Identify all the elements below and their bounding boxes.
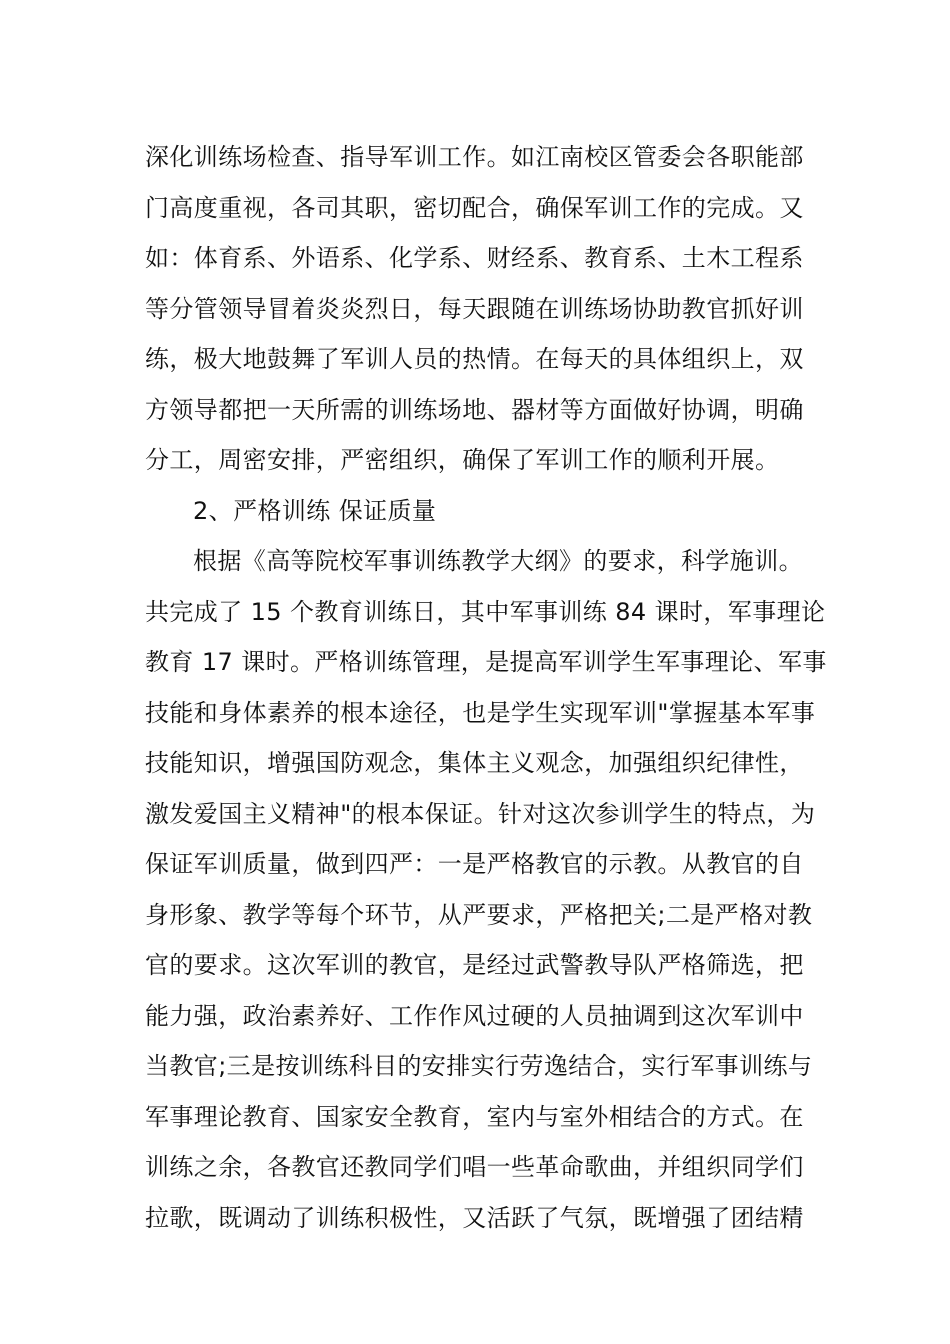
text-line: 训练之余，各教官还教同学们唱一些革命歌曲，并组织同学们 <box>145 1153 804 1181</box>
text-line: 激发爱国主义精神"的根本保证。针对这次参训学生的特点，为 <box>145 799 816 828</box>
text-line: 官的要求。这次军训的教官，是经过武警教导队严格筛选，把 <box>145 951 804 979</box>
text-line: 练，极大地鼓舞了军训人员的热情。在每天的具体组织上，双 <box>145 345 804 373</box>
text-line: 拉歌，既调动了训练积极性，又活跃了气氛，既增强了团结精 <box>145 1203 804 1232</box>
text-line: 保证军训质量，做到四严：一是严格教官的示教。从教官的自 <box>145 850 804 878</box>
text-line: 深化训练场检查、指导军训工作。如江南校区管委会各职能部 <box>145 143 804 171</box>
text-line: 分工，周密安排，严密组织，确保了军训工作的顺利开展。 <box>145 446 780 474</box>
text-line: 共完成了 15 个教育训练日，其中军事训练 84 课时，军事理论 <box>145 597 826 626</box>
text-line: 如：体育系、外语系、化学系、财经系、教育系、土木工程系 <box>145 244 804 272</box>
text-line: 当教官;三是按训练科目的安排实行劳逸结合，实行军事训练与 <box>145 1052 813 1080</box>
text-line: 等分管领导冒着炎炎烈日，每天跟随在训练场协助教官抓好训 <box>145 294 804 323</box>
section-heading: 2、严格训练 保证质量 <box>193 496 437 525</box>
text-line: 能力强，政治素养好、工作作风过硬的人员抽调到这次军训中 <box>145 1001 804 1030</box>
text-line: 身形象、教学等每个环节，从严要求，严格把关;二是严格对教 <box>145 900 813 929</box>
text-line: 方领导都把一天所需的训练场地、器材等方面做好协调，明确 <box>145 395 804 424</box>
text-line: 根据《高等院校军事训练教学大纲》的要求，科学施训。 <box>193 547 803 575</box>
text-line: 技能知识，增强国防观念，集体主义观念，加强组织纪律性， <box>145 749 804 777</box>
text-line: 门高度重视，各司其职，密切配合，确保军训工作的完成。又 <box>145 193 804 222</box>
text-line: 技能和身体素养的根本途径，也是学生实现军训"掌握基本军事 <box>145 698 816 727</box>
text-line: 教育 17 课时。严格训练管理，是提高军训学生军事理论、军事 <box>145 648 827 676</box>
body-text <box>145 132 827 1243</box>
text-line: 军事理论教育、国家安全教育，室内与室外相结合的方式。在 <box>145 1102 804 1131</box>
